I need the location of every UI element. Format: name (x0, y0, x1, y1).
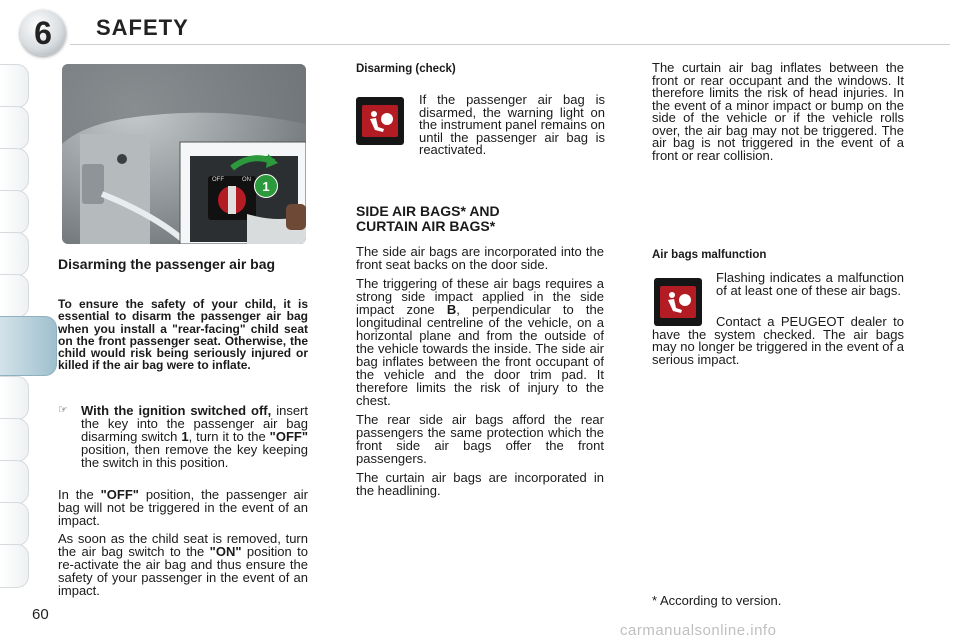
chapter-tab[interactable] (0, 106, 29, 150)
airbag-switch-photo (62, 64, 306, 244)
chapter-tab[interactable] (0, 190, 29, 234)
chapter-tab[interactable] (0, 64, 29, 108)
watermark-text: carmanualsonline.info (620, 622, 777, 639)
side-airbags-heading: SIDE AIR BAGS* AND CURTAIN AIR BAGS* (356, 203, 500, 234)
step-text: position, then remove the key keeping the switch in this position. (81, 442, 308, 470)
chapter-tab[interactable] (0, 544, 29, 588)
on-text: position to re-activate the air bag and thus ensure the safety of your passenger in the event of an impact. (58, 544, 308, 598)
switch-off-label: OFF (212, 177, 224, 183)
side-airbags-paragraph: The curtain air bags are incorporated in the headlining. (356, 470, 604, 498)
chapter-tab[interactable] (0, 460, 29, 504)
on-label: "ON" (209, 544, 242, 559)
chapter-tab[interactable] (0, 274, 29, 318)
dashboard-illustration (62, 64, 306, 244)
off-label: "OFF" (269, 429, 308, 444)
off-intro: In the (58, 487, 94, 502)
footnote: * According to version. (652, 593, 782, 608)
disarming-check-heading: Disarming (check) (356, 63, 456, 75)
side-airbags-paragraph: The rear side air bags afford the rear passengers the same protection which the front side air bags offer the front passengers. (356, 412, 604, 466)
step-instruction (58, 404, 308, 469)
side-airbags-paragraph (356, 277, 604, 407)
airbag-disarmed-warning-light (356, 97, 404, 145)
header-divider (70, 44, 950, 45)
malfunction-text-1: Flashing indicates a malfunction of at least one of these air bags. (716, 270, 904, 298)
callout-number-1: 1 (254, 174, 278, 198)
airbag-warning-icon (362, 105, 398, 137)
switch-number: 1 (181, 429, 189, 444)
step-text: insert the key into the passenger air bag disarming switch (81, 403, 308, 444)
chapter-badge (20, 10, 66, 56)
off-position-paragraph (58, 488, 308, 527)
chapter-tab[interactable] (0, 232, 29, 276)
malfunction-heading: Air bags malfunction (652, 249, 767, 261)
side-text: The triggering of these air bags requires a strong side impact applied in the side impact zone (356, 276, 604, 317)
off-text: position, the passenger air bag will not be triggered in the event of an impact. (58, 487, 308, 528)
chapter-tab[interactable] (0, 502, 29, 546)
airbag-warning-icon (660, 286, 696, 318)
section-heading-disarming: Disarming the passenger air bag (58, 256, 276, 272)
chapter-tab[interactable] (0, 148, 29, 192)
side-airbags-paragraph: The side air bags are incorporated into the front seat backs on the door side. (356, 244, 604, 272)
chapter-tab[interactable] (0, 376, 29, 420)
disarming-check-text: If the passenger air bag is disarmed, the warning light on the instrument panel remains on until the passenger air bag is reactivated. (419, 92, 605, 157)
off-label: "OFF" (100, 487, 139, 502)
child-safety-warning: To ensure the safety of your child, it is essential to disarm the passenger air bag when you install a "rear-facing" child seat on the front passenger seat. Otherwise, the child would risk being seriously injured or killed if the air bag were to inflate. (58, 297, 308, 373)
chapter-tab[interactable] (0, 418, 29, 462)
malfunction-text-2-wrap: Contact a PEUGEOT dealer to have the system checked. The air bags may no longer be triggered in the event of a serious impact. (652, 314, 904, 367)
chapter-title: SAFETY (96, 15, 189, 40)
chapter-tab-active[interactable] (0, 316, 57, 376)
switch-on-label: ON (242, 177, 251, 183)
curtain-airbag-text: The curtain air bag inflates between the front or rear occupant and the windows. It therefore limits the risk of head injuries. In the event of a minor impact or bump on the side of the vehicle or if the vehicle rolls over, the air bag may not be triggered. The air bag is not triggered in the event of a front or rear collision. (652, 60, 904, 163)
impact-zone-label: B (446, 302, 457, 317)
chapter-number: 6 (34, 14, 52, 51)
page-number: 60 (32, 606, 49, 623)
on-text: As soon as the child seat is removed, turn the air bag switch to the (58, 531, 308, 559)
bullet-icon: ☞ (58, 404, 68, 416)
side-text: , perpendicular to the longitudinal centreline of the vehicle, on a horizontal plane and from the outside of the vehicle towards the inside. The side air bag inflates between the front occupant of the vehicle and the door trim pad. It therefore limits the risk of injury to the chest. (356, 302, 605, 408)
side-airbags-text (356, 245, 604, 503)
step-bold-text: With the ignition switched off, (81, 403, 272, 418)
on-position-paragraph (58, 532, 308, 597)
step-text: , turn it to the (188, 429, 266, 444)
